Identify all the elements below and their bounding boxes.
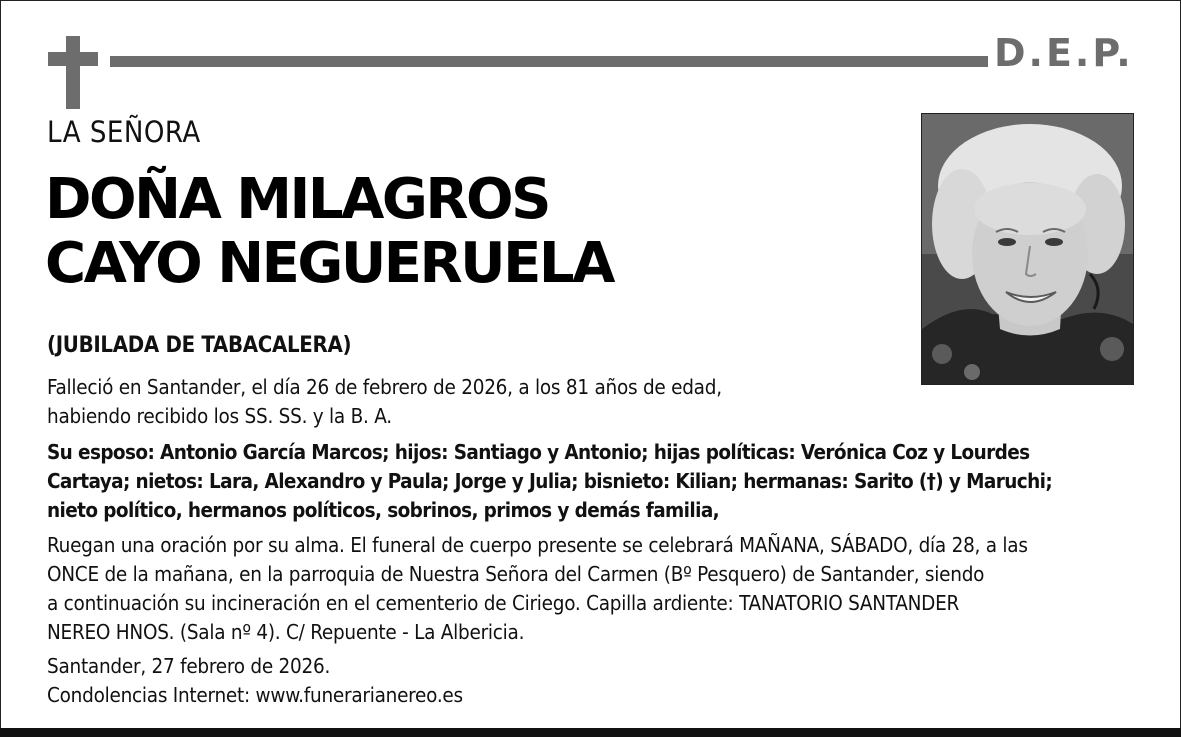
funeral-line-1: Ruegan una oración por su alma. El funeral de cuerpo presente se celebrará MAÑANA, SÁBADO, día 28, a las [47,533,1028,557]
death-line-1: Falleció en Santander, el día 26 de febrero de 2026, a los 81 años de edad, [47,375,722,399]
date-line: Santander, 27 febrero de 2026. [47,654,331,678]
funeral-line-4: NEREO HNOS. (Sala nº 4). C/ Repuente - La Albericia. [47,620,525,644]
family-line-1: Su esposo: Antonio García Marcos; hijos: Santiago y Antonio; hijas políticas: Verónica Coz y Lourdes [47,440,1030,464]
funeral-details [47,531,1137,647]
footer [47,652,1137,710]
honorific: LA SEÑORA [47,115,201,149]
cross-icon [66,36,80,109]
occupation: (JUBILADA DE TABACALERA) [47,333,352,358]
portrait-photo-icon [922,114,1133,384]
name-line-2: CAYO NEGUERUELA [45,231,613,296]
header-rule [110,56,988,67]
dep-label: D.E.P. [994,31,1134,75]
family-list [47,438,1137,525]
funeral-line-3: a continuación su incineración en el cementerio de Ciriego. Capilla ardiente: TANATORIO SANTANDER [47,591,960,615]
funeral-line-2: ONCE de la mañana, en la parroquia de Nuestra Señora del Carmen (Bº Pesquero) de Santander, siendo [47,562,985,586]
death-notice [47,373,1137,431]
bottom-border [0,728,1181,737]
deceased-name [45,168,613,296]
family-line-2: Cartaya; nietos: Lara, Alexandro y Paula; Jorge y Julia; bisnieto: Kilian; hermanas: Sarito (†) y Maruchi; [47,469,1053,493]
family-line-3: nieto político, hermanos políticos, sobrinos, primos y demás familia, [47,498,720,522]
name-line-1: DOÑA MILAGROS [45,167,549,232]
death-line-2: habiendo recibido los SS. SS. y la B. A. [47,404,392,428]
portrait-photo [921,113,1134,385]
cross-icon-bar [48,52,98,66]
condolences-line: Condolencias Internet: www.funerarianereo.es [47,683,463,707]
